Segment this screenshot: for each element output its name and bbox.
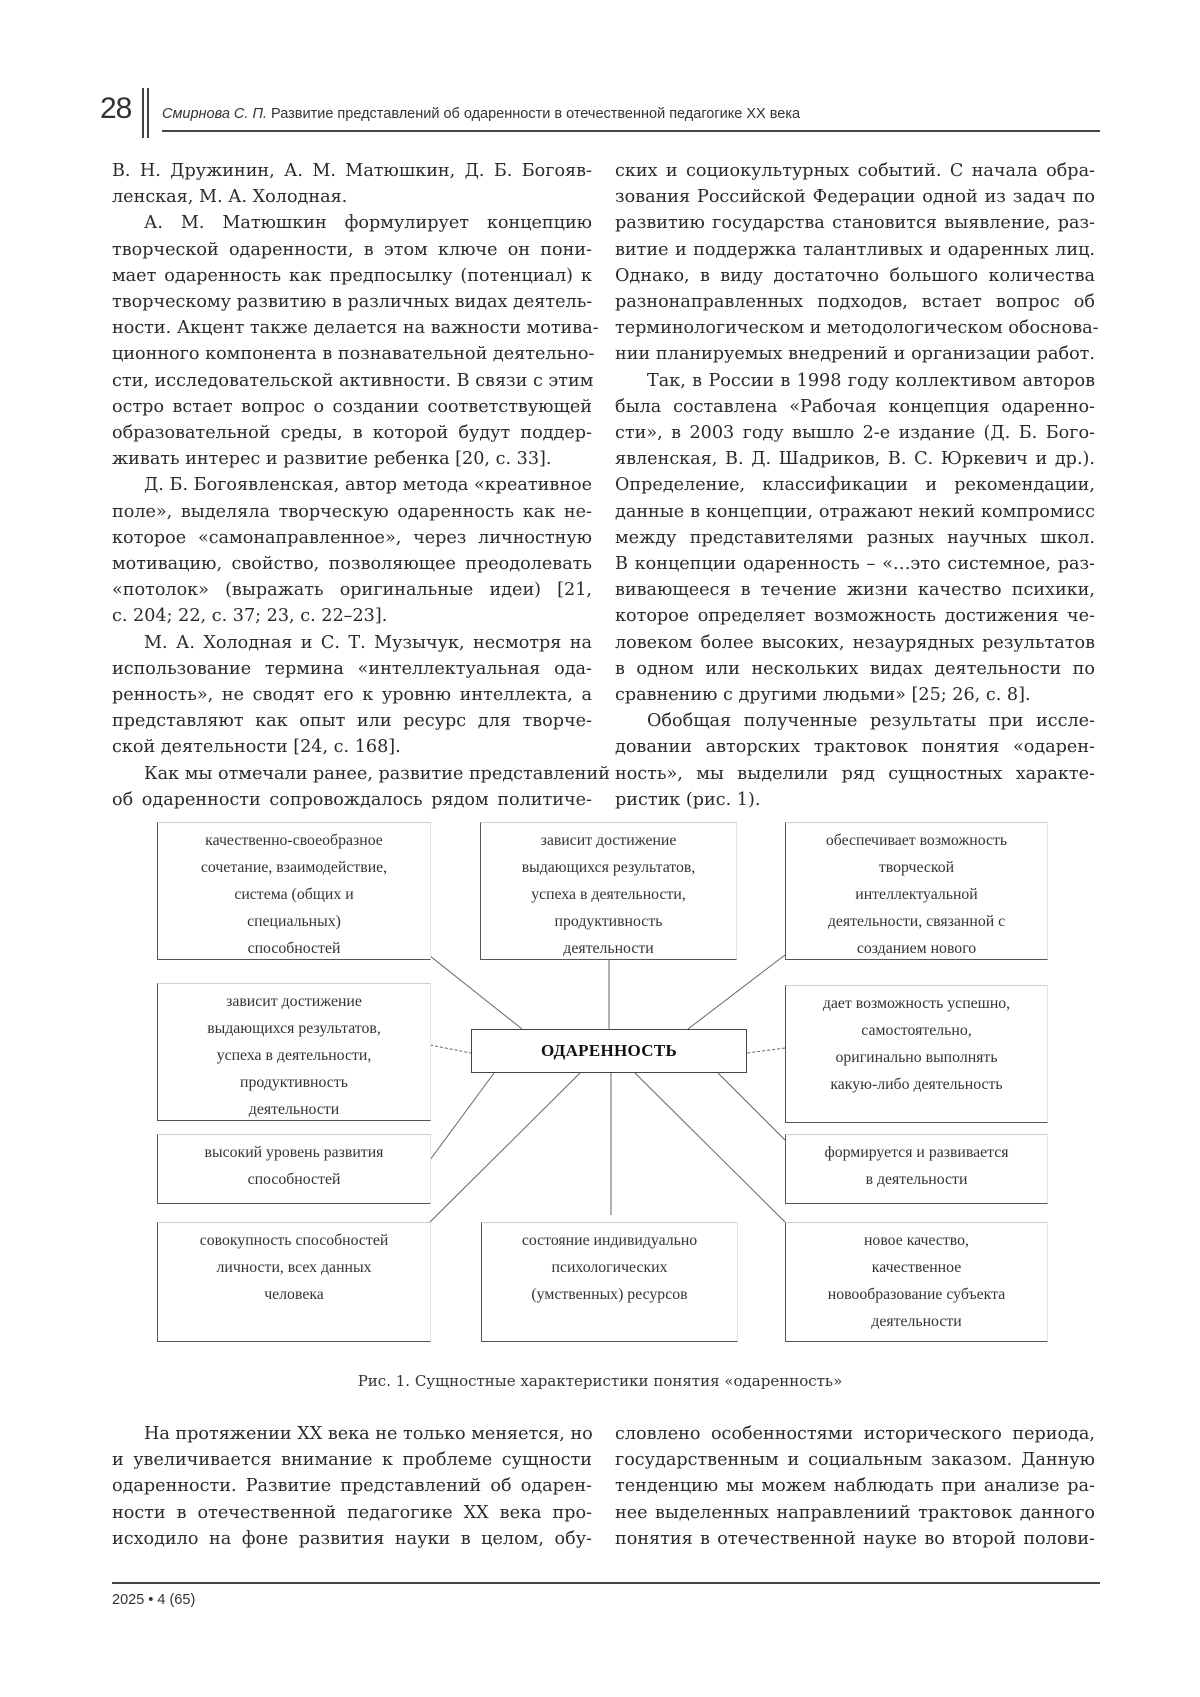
text-line: В. Н. Дружинин, А. М. Матюшкин, Д. Б. Богояв-	[112, 161, 592, 181]
text-line: терминологическом и методологическом обоснова-	[615, 318, 1099, 339]
text-line: поле», выделяла творческую одаренность как не-	[112, 501, 592, 522]
box-text: деятельности	[563, 940, 654, 957]
header-rule	[162, 130, 1100, 132]
box-text: способностей	[247, 1171, 341, 1188]
text-line: которое определяет возможность достижения че-	[615, 606, 1095, 627]
box-text: деятельности	[248, 1101, 340, 1118]
figure-box-right-1	[785, 822, 1048, 960]
text-column-right-bottom	[615, 1421, 1095, 1552]
box-text: состояние индивидуально	[521, 1232, 698, 1249]
text-line: явленская, В. Д. Шадриков, В. С. Юркевич и др.).	[615, 449, 1095, 470]
box-text: выдающихся результатов,	[207, 1020, 381, 1037]
text-column-left-bottom	[112, 1421, 592, 1552]
box-text: система (общих и	[234, 886, 354, 903]
text-line: Так, в России в 1998 году коллективом авторов	[647, 370, 1095, 391]
text-line: ности. Акцент также делается на важности мотива-	[112, 318, 599, 339]
text-line: сти», в 2003 году вышло 2-е издание (Д. Б. Бого-	[615, 423, 1095, 444]
text-line: исходило на фоне развития науки в целом, обу-	[112, 1528, 592, 1549]
box-text: сочетание, взаимодействие,	[200, 859, 388, 876]
text-line: А. М. Матюшкин формулирует концепцию	[144, 213, 592, 234]
box-text: в деятельности	[865, 1171, 968, 1188]
text-line: развитию государства становится выявление, раз-	[615, 213, 1095, 234]
text-line: На протяжении XX века не только меняется, но	[144, 1424, 593, 1444]
text-line: мает одаренность как предпосылку (потенциал) к	[112, 265, 592, 286]
box-text: человека	[264, 1286, 324, 1303]
box-text: способностей	[247, 940, 341, 957]
figure-box-right-4	[785, 1222, 1048, 1342]
text-line: тенденцию мы можем наблюдать при анализе ра-	[615, 1476, 1095, 1497]
text-line: «потолок» (выражать оригинальные идеи) [21,	[112, 580, 592, 601]
text-line: довании авторских трактовок понятия «одарен-	[615, 737, 1095, 758]
header-divider	[142, 88, 144, 138]
text-column-right-top	[615, 158, 1099, 813]
box-text: деятельности	[871, 1313, 962, 1330]
text-line: данные в концепции, отражают некий компромисс	[615, 501, 1095, 522]
text-line: которое «самонаправленное», через личностную	[112, 527, 592, 548]
box-text: зависит достижение	[540, 832, 677, 849]
box-text: продуктивность	[554, 913, 663, 930]
figure-box-right-2	[785, 985, 1048, 1123]
text-line: об одаренности сопровождалось рядом политиче-	[112, 789, 592, 810]
text-line: ренность», не сводят его к уровню интеллекта, а	[112, 685, 592, 706]
box-text: зависит достижение	[226, 993, 362, 1010]
text-line: зования Российской Федерации одной из задач по	[615, 187, 1095, 208]
figure-caption: Рис. 1. Сущностные характеристики понятия «одаренность»	[357, 1372, 843, 1390]
figure-center-node: ОДАРЕННОСТЬ	[471, 1029, 747, 1073]
header-divider	[147, 88, 149, 138]
box-text: высокий уровень развития	[204, 1144, 384, 1161]
box-text: совокупность способностей	[199, 1232, 389, 1249]
text-line: была составлена «Рабочая концепция одаренно-	[615, 396, 1095, 417]
figure-box-right-3	[785, 1134, 1048, 1204]
box-text: самостоятельно,	[861, 1022, 972, 1039]
box-text: успеха в деятельности,	[216, 1047, 372, 1064]
text-line: образовательной среды, в которой будут поддер-	[112, 423, 592, 444]
text-line: ности в отечественной педагогике XX века про-	[112, 1502, 592, 1523]
box-text: созданием нового	[856, 940, 977, 957]
box-text: формируется и развивается	[824, 1144, 1009, 1161]
text-line: сти, исследовательской активности. В связи с этим	[112, 370, 594, 391]
figure-box-left-1	[157, 822, 431, 960]
text-line: между представителями разных научных школ.	[615, 527, 1095, 548]
box-text: какую-либо деятельность	[830, 1076, 1003, 1093]
text-line: нии планируемых внедрений и организации работ.	[615, 344, 1095, 365]
box-text: оригинально выполнять	[835, 1049, 998, 1066]
text-line: ских и социокультурных событий. С начала обра-	[615, 161, 1095, 181]
text-line: сравнению с другими людьми» [25; 26, с. 8].	[615, 685, 1031, 706]
text-line: ленская, М. А. Холодная.	[112, 187, 348, 208]
text-line: мотивацию, свойство, позволяющее преодолевать	[112, 554, 592, 575]
box-text: психологических	[551, 1259, 668, 1276]
text-line: использование термина «интеллектуальная ода-	[112, 658, 592, 679]
text-line: нее выделенных направлениий трактовок данного	[615, 1502, 1095, 1523]
figure-box-left-3	[157, 1134, 431, 1204]
text-line: живать интерес и развитие ребенка [20, с. 33].	[112, 449, 552, 470]
text-line: творческой одаренности, в этом ключе он пони-	[112, 239, 592, 260]
box-text: качественное	[871, 1259, 962, 1276]
text-line: витие и поддержка талантливых и одаренных лиц.	[615, 239, 1095, 260]
text-line: Д. Б. Богоявленская, автор метода «креативное	[144, 475, 592, 496]
text-line: с. 204; 22, с. 37; 23, с. 22–23].	[112, 606, 388, 627]
box-text: дает возможность успешно,	[822, 995, 1011, 1012]
box-text: качественно-своеобразное	[205, 832, 383, 849]
text-line: Обобщая полученные результаты при иссле-	[647, 711, 1095, 732]
running-head-title: Развитие представлений об одаренности в отечественной педагогике XX века	[271, 106, 801, 122]
box-text: новообразование субъекта	[827, 1286, 1006, 1303]
text-line: Определение, классификации и рекомендации,	[615, 475, 1095, 496]
figure-box-top-center	[480, 822, 737, 960]
box-text: продуктивность	[240, 1074, 348, 1091]
text-line: М. А. Холодная и С. Т. Музычук, несмотря на	[144, 632, 592, 653]
text-line: и увеличивается внимание к проблеме сущности	[112, 1450, 592, 1471]
text-line: ловеком более высоких, незаурядных результатов	[615, 632, 1095, 653]
footer-rule	[112, 1582, 1100, 1584]
box-text: (умственных) ресурсов	[531, 1286, 688, 1303]
box-text: новое качество,	[863, 1232, 970, 1249]
running-head	[162, 106, 800, 122]
running-head-author: Смирнова С. П.	[162, 106, 267, 122]
figure-box-left-2	[157, 983, 431, 1121]
text-line: словлено особенностями исторического периода,	[615, 1424, 1095, 1444]
text-line: в одном или нескольких видах деятельности по	[615, 658, 1095, 679]
figure-box-bottom-center	[481, 1222, 738, 1342]
text-line: ской деятельности [24, с. 168].	[112, 737, 401, 758]
box-text: интеллектуальной	[855, 886, 978, 903]
text-line: разнонаправленных подходов, встает вопрос об	[615, 292, 1095, 313]
text-line: вивающееся в течение жизни качество психики,	[615, 580, 1095, 601]
text-line: Однако, в виду достаточно большого количества	[615, 265, 1095, 286]
box-text: успеха в деятельности,	[531, 886, 686, 903]
text-line: ность», мы выделили ряд сущностных характе-	[615, 763, 1095, 784]
text-line: остро встает вопрос о создании соответствующей	[112, 396, 592, 417]
text-line: В концепции одаренность – «…это системное, раз-	[615, 554, 1095, 575]
box-text: выдающихся результатов,	[521, 859, 696, 876]
text-column-left-top	[112, 158, 610, 813]
box-text: творческой	[878, 859, 955, 876]
text-line: ционного компонента в познавательной деятельно-	[112, 344, 595, 365]
text-line: представляют как опыт или ресурс для творче-	[112, 711, 592, 732]
box-text: личности, всех данных	[216, 1259, 372, 1276]
text-line: государственным и социальным заказом. Данную	[615, 1450, 1095, 1471]
text-line: творческому развитию в различных видах деятель-	[112, 292, 593, 313]
footer-issue: 2025 • 4 (65)	[112, 1592, 196, 1608]
text-line: одаренности. Развитие представлений об одарен-	[112, 1476, 592, 1497]
box-text: деятельности, связанной с	[827, 913, 1006, 930]
figure-box-left-4	[157, 1222, 431, 1342]
page-number: 28	[100, 92, 132, 125]
box-text: специальных)	[247, 913, 341, 930]
text-line: ристик (рис. 1).	[615, 789, 761, 810]
box-text: обеспечивает возможность	[825, 832, 1008, 849]
text-line: Как мы отмечали ранее, развитие представлений	[144, 763, 610, 784]
text-line: понятия в отечественной науке во второй полови-	[615, 1528, 1095, 1549]
